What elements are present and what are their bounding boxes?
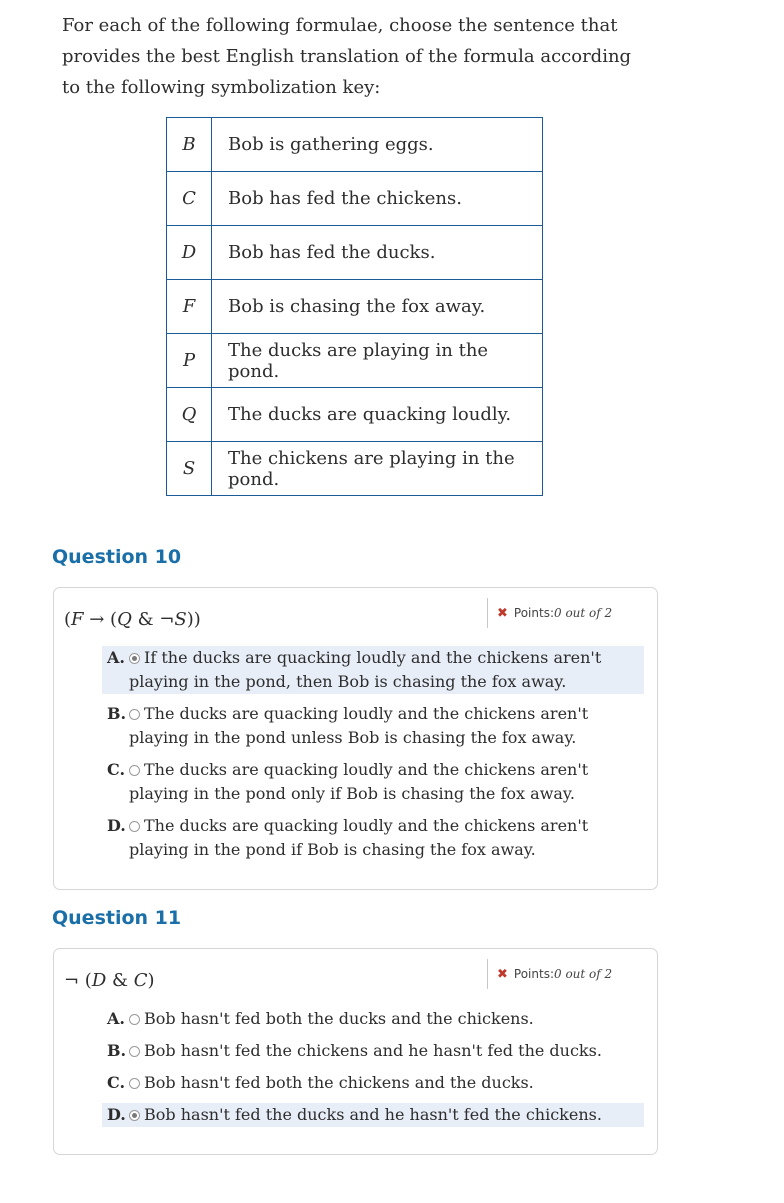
- key-meaning: The ducks are quacking loudly.: [212, 388, 543, 442]
- key-meaning: Bob has fed the ducks.: [212, 226, 543, 280]
- points-score: 0 out of 2: [554, 606, 613, 620]
- key-symbol: D: [167, 226, 212, 280]
- option-text: The ducks are quacking loudly and the chickens aren't playing in the pond only if Bob is chasing the fox away.: [129, 760, 589, 803]
- key-symbol: F: [167, 280, 212, 334]
- key-row: [167, 226, 543, 280]
- option-letter: C.: [107, 1073, 126, 1092]
- key-meaning: Bob is gathering eggs.: [212, 118, 543, 172]
- key-symbol: C: [167, 172, 212, 226]
- option-letter: B.: [107, 1041, 127, 1060]
- key-symbol: Q: [167, 388, 212, 442]
- key-row: [167, 118, 543, 172]
- radio-button[interactable]: [129, 1078, 140, 1089]
- key-row: [167, 388, 543, 442]
- radio-button[interactable]: [129, 1014, 140, 1025]
- points-label: Points:: [513, 967, 554, 981]
- instructions: For each of the following formulae, choose the sentence that provides the best English translation of the formula according to the following symbolization key:: [62, 15, 632, 98]
- key-symbol: S: [167, 442, 212, 496]
- points-indicator: [487, 959, 612, 989]
- option-text: Bob hasn't fed the ducks and he hasn't fed the chickens.: [144, 1105, 602, 1124]
- answer-option-c[interactable]: [102, 758, 644, 806]
- answer-option-d[interactable]: [102, 1103, 644, 1127]
- answer-option-c[interactable]: [102, 1071, 644, 1095]
- answer-option-b[interactable]: [102, 702, 644, 750]
- radio-button-selected[interactable]: [129, 653, 140, 664]
- question-11-heading: Question 11: [52, 907, 182, 929]
- key-row: [167, 280, 543, 334]
- option-text: If the ducks are quacking loudly and the chickens aren't playing in the pond, then Bob is chasing the fox away.: [129, 648, 602, 691]
- radio-button[interactable]: [129, 1046, 140, 1057]
- option-letter: A.: [107, 1009, 125, 1028]
- points-label: Points:: [513, 606, 554, 620]
- radio-button[interactable]: [129, 765, 140, 776]
- option-letter: A.: [107, 648, 125, 667]
- question-10-formula: (F → (Q & ¬S)): [64, 609, 201, 630]
- radio-button-selected[interactable]: [129, 1110, 140, 1121]
- option-text: The ducks are quacking loudly and the chickens aren't playing in the pond unless Bob is chasing the fox away.: [129, 704, 589, 747]
- option-letter: B.: [107, 704, 127, 723]
- key-row: [167, 172, 543, 226]
- answer-option-b[interactable]: [102, 1039, 644, 1063]
- key-row: [167, 334, 543, 388]
- answer-option-d[interactable]: [102, 814, 644, 862]
- option-letter: C.: [107, 760, 126, 779]
- question-11-formula: ¬ (D & C): [64, 970, 155, 991]
- incorrect-x-icon: ✖: [497, 966, 508, 982]
- question-10-card: [53, 587, 658, 890]
- option-letter: D.: [107, 816, 126, 835]
- key-symbol: B: [167, 118, 212, 172]
- option-letter: D.: [107, 1105, 126, 1124]
- key-meaning: The chickens are playing in the pond.: [212, 442, 543, 496]
- option-text: Bob hasn't fed both the chickens and the ducks.: [144, 1073, 534, 1092]
- points-score: 0 out of 2: [554, 967, 613, 981]
- key-meaning: Bob is chasing the fox away.: [212, 280, 543, 334]
- incorrect-x-icon: ✖: [497, 605, 508, 621]
- option-text: The ducks are quacking loudly and the chickens aren't playing in the pond if Bob is chasing the fox away.: [129, 816, 589, 859]
- points-indicator: [487, 598, 612, 628]
- option-text: Bob hasn't fed the chickens and he hasn't fed the ducks.: [144, 1041, 602, 1060]
- question-11-card: [53, 948, 658, 1155]
- answer-option-a[interactable]: [102, 646, 644, 694]
- key-row: [167, 442, 543, 496]
- option-text: Bob hasn't fed both the ducks and the chickens.: [144, 1009, 534, 1028]
- symbolization-key-table: [166, 117, 543, 496]
- key-symbol: P: [167, 334, 212, 388]
- key-meaning: Bob has fed the chickens.: [212, 172, 543, 226]
- radio-button[interactable]: [129, 821, 140, 832]
- radio-button[interactable]: [129, 709, 140, 720]
- question-10-heading: Question 10: [52, 546, 182, 568]
- answer-option-a[interactable]: [102, 1007, 644, 1031]
- key-meaning: The ducks are playing in the pond.: [212, 334, 543, 388]
